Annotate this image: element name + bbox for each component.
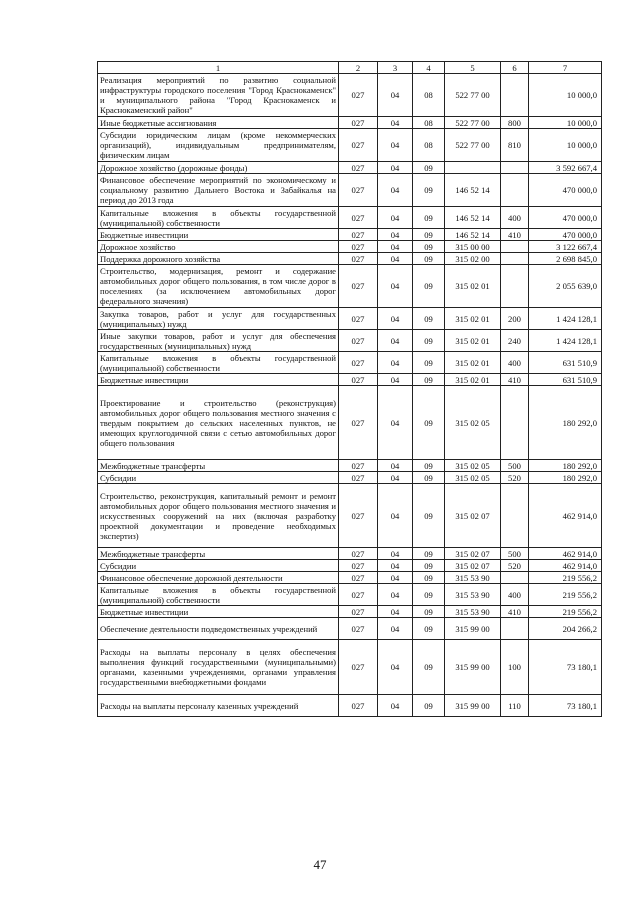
cell-ministry: 027	[339, 207, 378, 229]
cell-expense-type: 410	[501, 374, 529, 386]
cell-expense-type	[501, 572, 529, 584]
row-name: Финансовое обеспечение дорожной деятельности	[98, 572, 339, 584]
cell-expense-type: 200	[501, 308, 529, 330]
column-header: 3	[378, 62, 413, 74]
cell-expense-type: 410	[501, 606, 529, 618]
table-body	[98, 74, 602, 717]
cell-target-article: 315 53 90	[445, 606, 501, 618]
row-name: Бюджетные инвестиции	[98, 374, 339, 386]
cell-subsection: 09	[413, 229, 445, 241]
row-name: Иные закупки товаров, работ и услуг для обеспечения государственных (муниципальных) нужд	[98, 330, 339, 352]
cell-amount: 180 292,0	[529, 472, 602, 484]
cell-expense-type: 410	[501, 229, 529, 241]
table-row	[98, 265, 602, 308]
cell-subsection: 09	[413, 308, 445, 330]
cell-section: 04	[378, 618, 413, 640]
cell-target-article: 315 02 07	[445, 548, 501, 560]
cell-expense-type: 500	[501, 548, 529, 560]
cell-target-article: 315 99 00	[445, 695, 501, 717]
cell-target-article: 315 02 05	[445, 386, 501, 460]
cell-amount: 219 556,2	[529, 606, 602, 618]
row-name: Капитальные вложения в объекты государственной (муниципальной) собственности	[98, 352, 339, 374]
cell-expense-type: 110	[501, 695, 529, 717]
cell-section: 04	[378, 460, 413, 472]
table-row	[98, 618, 602, 640]
cell-subsection: 09	[413, 584, 445, 606]
row-name: Строительство, реконструкция, капитальный ремонт и ремонт автомобильных дорог общего пользования местного значения и искусственных сооружений на них (включая разработку проектной документации и проведение необходимых экспертиз)	[98, 484, 339, 548]
cell-expense-type	[501, 241, 529, 253]
cell-target-article: 315 53 90	[445, 572, 501, 584]
table-row	[98, 548, 602, 560]
cell-subsection: 09	[413, 640, 445, 695]
cell-ministry: 027	[339, 695, 378, 717]
cell-target-article: 522 77 00	[445, 74, 501, 117]
column-header: 1	[98, 62, 339, 74]
cell-ministry: 027	[339, 618, 378, 640]
row-name: Закупка товаров, работ и услуг для государственных (муниципальных) нужд	[98, 308, 339, 330]
cell-subsection: 08	[413, 74, 445, 117]
table-row	[98, 374, 602, 386]
cell-ministry: 027	[339, 229, 378, 241]
cell-target-article: 146 52 14	[445, 207, 501, 229]
table-row	[98, 74, 602, 117]
table-row	[98, 606, 602, 618]
cell-subsection: 09	[413, 162, 445, 174]
cell-expense-type: 400	[501, 352, 529, 374]
cell-ministry: 027	[339, 560, 378, 572]
table-row	[98, 640, 602, 695]
cell-section: 04	[378, 472, 413, 484]
cell-expense-type	[501, 618, 529, 640]
row-name: Бюджетные инвестиции	[98, 606, 339, 618]
cell-ministry: 027	[339, 253, 378, 265]
cell-amount: 2 055 639,0	[529, 265, 602, 308]
cell-ministry: 027	[339, 374, 378, 386]
cell-target-article: 315 02 07	[445, 560, 501, 572]
row-name: Реализация мероприятий по развитию социальной инфраструктуры городского поселения "Город Краснокаменск" и муниципального района "Город Краснокаменск и Краснокаменский район"	[98, 74, 339, 117]
cell-ministry: 027	[339, 584, 378, 606]
cell-expense-type: 520	[501, 472, 529, 484]
cell-section: 04	[378, 117, 413, 129]
table-row	[98, 229, 602, 241]
column-header: 2	[339, 62, 378, 74]
cell-amount: 462 914,0	[529, 548, 602, 560]
cell-subsection: 09	[413, 460, 445, 472]
cell-amount: 1 424 128,1	[529, 308, 602, 330]
cell-section: 04	[378, 253, 413, 265]
row-name: Субсидии	[98, 560, 339, 572]
cell-expense-type	[501, 253, 529, 265]
cell-ministry: 027	[339, 74, 378, 117]
cell-subsection: 09	[413, 207, 445, 229]
table-row	[98, 560, 602, 572]
cell-subsection: 09	[413, 386, 445, 460]
cell-subsection: 09	[413, 560, 445, 572]
column-header: 7	[529, 62, 602, 74]
cell-target-article: 315 02 05	[445, 460, 501, 472]
cell-subsection: 09	[413, 572, 445, 584]
cell-amount: 3 592 667,4	[529, 162, 602, 174]
cell-subsection: 09	[413, 472, 445, 484]
table-row	[98, 584, 602, 606]
table-row	[98, 207, 602, 229]
row-name: Строительство, модернизация, ремонт и содержание автомобильных дорог общего пользования, в том числе дорог в поселениях (за исключением автомобильных дорог федерального значения)	[98, 265, 339, 308]
cell-amount: 631 510,9	[529, 352, 602, 374]
row-name: Дорожное хозяйство (дорожные фонды)	[98, 162, 339, 174]
table-header-row	[98, 62, 602, 74]
cell-expense-type: 800	[501, 117, 529, 129]
cell-section: 04	[378, 386, 413, 460]
table-row	[98, 572, 602, 584]
cell-amount: 180 292,0	[529, 386, 602, 460]
cell-amount: 10 000,0	[529, 74, 602, 117]
cell-subsection: 09	[413, 548, 445, 560]
cell-section: 04	[378, 229, 413, 241]
row-name: Финансовое обеспечение мероприятий по экономическому и социальному развитию Дальнего Востока и Забайкалья на период до 2013 года	[98, 174, 339, 207]
cell-ministry: 027	[339, 606, 378, 618]
row-name: Расходы на выплаты персоналу в целях обеспечения выполнения функций государственными (муниципальными) органами, казенными учреждениями, органами управления государственными внебюджетными фондами	[98, 640, 339, 695]
cell-expense-type	[501, 265, 529, 308]
cell-expense-type: 100	[501, 640, 529, 695]
cell-section: 04	[378, 162, 413, 174]
cell-section: 04	[378, 606, 413, 618]
cell-subsection: 08	[413, 129, 445, 162]
cell-amount: 631 510,9	[529, 374, 602, 386]
row-name: Субсидии	[98, 472, 339, 484]
cell-ministry: 027	[339, 265, 378, 308]
cell-target-article: 315 02 01	[445, 352, 501, 374]
cell-section: 04	[378, 695, 413, 717]
cell-expense-type: 520	[501, 560, 529, 572]
cell-ministry: 027	[339, 117, 378, 129]
cell-target-article: 315 02 05	[445, 472, 501, 484]
cell-amount: 470 000,0	[529, 174, 602, 207]
cell-amount: 10 000,0	[529, 117, 602, 129]
cell-section: 04	[378, 265, 413, 308]
cell-section: 04	[378, 548, 413, 560]
table-row	[98, 386, 602, 460]
cell-section: 04	[378, 74, 413, 117]
table-row	[98, 472, 602, 484]
row-name: Межбюджетные трансферты	[98, 548, 339, 560]
cell-ministry: 027	[339, 460, 378, 472]
cell-target-article: 315 02 01	[445, 265, 501, 308]
row-name: Иные бюджетные ассигнования	[98, 117, 339, 129]
cell-subsection: 09	[413, 241, 445, 253]
row-name: Обеспечение деятельности подведомственных учреждений	[98, 618, 339, 640]
budget-table	[97, 61, 602, 717]
cell-expense-type	[501, 162, 529, 174]
cell-ministry: 027	[339, 308, 378, 330]
table-row	[98, 695, 602, 717]
cell-subsection: 09	[413, 265, 445, 308]
cell-target-article: 315 00 00	[445, 241, 501, 253]
cell-amount: 470 000,0	[529, 229, 602, 241]
cell-subsection: 09	[413, 330, 445, 352]
cell-subsection: 09	[413, 374, 445, 386]
cell-expense-type: 400	[501, 207, 529, 229]
cell-subsection: 09	[413, 253, 445, 265]
cell-section: 04	[378, 640, 413, 695]
cell-section: 04	[378, 129, 413, 162]
cell-expense-type	[501, 174, 529, 207]
cell-amount: 3 122 667,4	[529, 241, 602, 253]
table-row	[98, 484, 602, 548]
cell-expense-type	[501, 74, 529, 117]
column-header: 6	[501, 62, 529, 74]
cell-subsection: 09	[413, 352, 445, 374]
cell-target-article: 522 77 00	[445, 117, 501, 129]
cell-section: 04	[378, 572, 413, 584]
row-name: Межбюджетные трансферты	[98, 460, 339, 472]
cell-amount: 219 556,2	[529, 584, 602, 606]
table-row	[98, 253, 602, 265]
cell-amount: 73 180,1	[529, 695, 602, 717]
cell-section: 04	[378, 560, 413, 572]
page-number: 47	[313, 857, 327, 872]
table-row	[98, 129, 602, 162]
cell-section: 04	[378, 174, 413, 207]
cell-section: 04	[378, 308, 413, 330]
table-row	[98, 174, 602, 207]
cell-expense-type: 500	[501, 460, 529, 472]
cell-target-article: 315 02 01	[445, 330, 501, 352]
cell-subsection: 09	[413, 618, 445, 640]
row-name: Субсидии юридическим лицам (кроме некоммерческих организаций), индивидуальным предпринимателям, физическим лицам	[98, 129, 339, 162]
cell-section: 04	[378, 484, 413, 548]
cell-expense-type	[501, 386, 529, 460]
cell-ministry: 027	[339, 386, 378, 460]
table-row	[98, 330, 602, 352]
column-header: 5	[445, 62, 501, 74]
cell-ministry: 027	[339, 129, 378, 162]
cell-section: 04	[378, 207, 413, 229]
table-row	[98, 352, 602, 374]
budget-table-sheet	[97, 61, 601, 717]
cell-amount: 1 424 128,1	[529, 330, 602, 352]
cell-expense-type	[501, 484, 529, 548]
cell-target-article: 315 02 01	[445, 374, 501, 386]
cell-amount: 10 000,0	[529, 129, 602, 162]
cell-amount: 180 292,0	[529, 460, 602, 472]
table-row	[98, 308, 602, 330]
cell-ministry: 027	[339, 484, 378, 548]
table-row	[98, 162, 602, 174]
row-name: Капитальные вложения в объекты государственной (муниципальной) собственности	[98, 584, 339, 606]
cell-amount: 462 914,0	[529, 560, 602, 572]
cell-section: 04	[378, 584, 413, 606]
row-name: Проектирование и строительство (реконструкция) автомобильных дорог общего пользования местного значения с твердым покрытием до сельских населенных пунктов, не имеющих круглогодичной связи с сетью автомобильных дорог общего пользования	[98, 386, 339, 460]
table-row	[98, 241, 602, 253]
cell-expense-type: 810	[501, 129, 529, 162]
cell-target-article: 146 52 14	[445, 174, 501, 207]
cell-ministry: 027	[339, 472, 378, 484]
cell-target-article: 522 77 00	[445, 129, 501, 162]
column-header: 4	[413, 62, 445, 74]
cell-ministry: 027	[339, 572, 378, 584]
cell-target-article: 146 52 14	[445, 229, 501, 241]
cell-ministry: 027	[339, 640, 378, 695]
cell-section: 04	[378, 352, 413, 374]
table-row	[98, 460, 602, 472]
row-name: Дорожное хозяйство	[98, 241, 339, 253]
table-row	[98, 117, 602, 129]
cell-target-article: 315 53 90	[445, 584, 501, 606]
cell-amount: 204 266,2	[529, 618, 602, 640]
cell-ministry: 027	[339, 174, 378, 207]
cell-amount: 73 180,1	[529, 640, 602, 695]
cell-ministry: 027	[339, 352, 378, 374]
cell-section: 04	[378, 241, 413, 253]
cell-target-article	[445, 162, 501, 174]
cell-target-article: 315 02 07	[445, 484, 501, 548]
cell-expense-type: 240	[501, 330, 529, 352]
cell-section: 04	[378, 374, 413, 386]
row-name: Расходы на выплаты персоналу казенных учреждений	[98, 695, 339, 717]
row-name: Бюджетные инвестиции	[98, 229, 339, 241]
cell-subsection: 08	[413, 117, 445, 129]
cell-ministry: 027	[339, 162, 378, 174]
cell-amount: 2 698 845,0	[529, 253, 602, 265]
row-name: Поддержка дорожного хозяйства	[98, 253, 339, 265]
cell-subsection: 09	[413, 174, 445, 207]
cell-section: 04	[378, 330, 413, 352]
cell-subsection: 09	[413, 606, 445, 618]
cell-amount: 462 914,0	[529, 484, 602, 548]
cell-ministry: 027	[339, 330, 378, 352]
cell-ministry: 027	[339, 241, 378, 253]
cell-subsection: 09	[413, 695, 445, 717]
cell-amount: 219 556,2	[529, 572, 602, 584]
cell-ministry: 027	[339, 548, 378, 560]
cell-target-article: 315 02 01	[445, 308, 501, 330]
row-name: Капитальные вложения в объекты государственной (муниципальной) собственности	[98, 207, 339, 229]
cell-subsection: 09	[413, 484, 445, 548]
cell-amount: 470 000,0	[529, 207, 602, 229]
cell-expense-type: 400	[501, 584, 529, 606]
cell-target-article: 315 99 00	[445, 618, 501, 640]
cell-target-article: 315 02 00	[445, 253, 501, 265]
cell-target-article: 315 99 00	[445, 640, 501, 695]
